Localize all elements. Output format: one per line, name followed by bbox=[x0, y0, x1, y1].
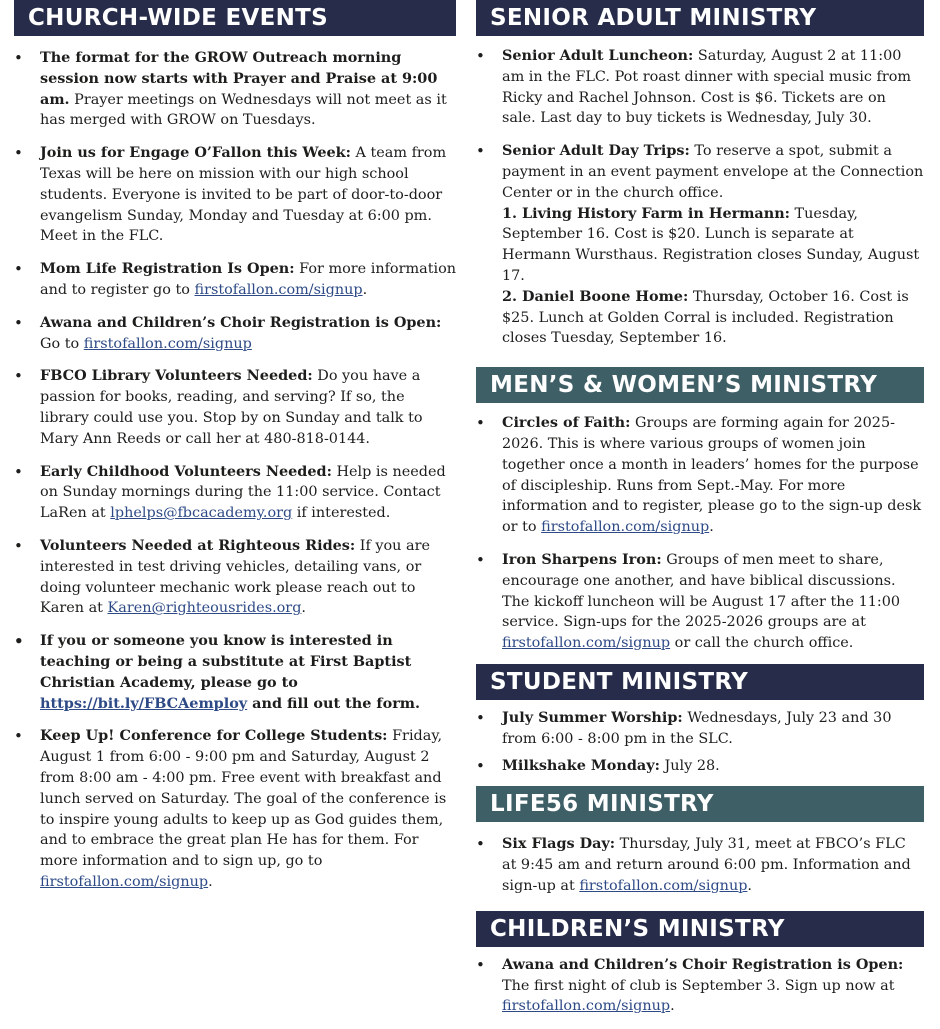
list-item: • Six Flags Day: Thursday, July 31, meet at FBCO’s FLC at 9:45 am and return around 6:00 pm. Information and sign-up at firstofallon.com/signup. bbox=[476, 834, 924, 896]
life56-list bbox=[476, 834, 924, 896]
list-item: • Keep Up! Conference for College Students: Friday, August 1 from 6:00 - 9:00 pm and Saturday, August 2 from 8:00 am - 4:00 pm. Free event with breakfast and lunch served on Saturday. The goal of the conference is to inspire young adults to keep up as God guides them, and to embrace the great plan He has for them. For more information and to sign up, go to firstofallon.com/signup. bbox=[14, 726, 456, 892]
list-item: • Iron Sharpens Iron: Groups of men meet to share, encourage one another, and have biblical discussions. The kickoff luncheon will be August 17 after the 11:00 service. Sign-ups for the 2025-2026 groups are at firstofallon.com/signup or call the church office. bbox=[476, 550, 924, 654]
mens-womens-list bbox=[476, 413, 924, 654]
day-trip-2: 2. Daniel Boone Home: Thursday, October 16. Cost is $25. Lunch at Golden Corral is included. Registration closes Tuesday, September 16. bbox=[502, 287, 909, 347]
signup-link[interactable]: firstofallon.com/signup bbox=[502, 998, 671, 1015]
list-item: • Circles of Faith: Groups are forming again for 2025-2026. This is where various groups of women join together once a month in leaders’ homes for the purpose of discipleship. Runs from Sept.-May. For more information and to register, please go to the sign-up desk or to firstofallon.com/signup. bbox=[476, 413, 924, 538]
list-item: • Mom Life Registration Is Open: For more information and to register go to firstofallon.com/signup. bbox=[14, 259, 456, 301]
signup-link[interactable]: firstofallon.com/signup bbox=[502, 635, 671, 652]
right-column bbox=[476, 0, 924, 1029]
email-link[interactable]: Karen@righteousrides.org bbox=[107, 600, 302, 617]
student-ministry-header: STUDENT MINISTRY bbox=[476, 664, 924, 700]
church-wide-header: CHURCH-WIDE EVENTS bbox=[14, 0, 456, 36]
list-item: • Awana and Children’s Choir Registration is Open: Go to firstofallon.com/signup bbox=[14, 313, 456, 355]
list-item: • Milkshake Monday: July 28. bbox=[476, 756, 924, 777]
church-wide-list bbox=[14, 48, 456, 893]
childrens-ministry-header: CHILDREN’S MINISTRY bbox=[476, 911, 924, 947]
employ-link[interactable]: https://bit.ly/FBCAemploy bbox=[40, 694, 248, 712]
list-item: • Join us for Engage O’Fallon this Week: A team from Texas will be here on mission with our high school students. Everyone is invited to be part of door-to-door evangelism Sunday, Monday and Tuesday at 6:00 pm. Meet in the FLC. bbox=[14, 143, 456, 247]
signup-link[interactable]: firstofallon.com/signup bbox=[40, 873, 209, 890]
senior-adult-list bbox=[476, 46, 924, 349]
left-column bbox=[14, 0, 456, 905]
signup-link[interactable]: firstofallon.com/signup bbox=[83, 335, 252, 352]
childrens-ministry-list bbox=[476, 955, 924, 1017]
list-item: • FBCO Library Volunteers Needed: Do you have a passion for books, reading, and serving? If so, the library could use you. Stop by on Sunday and talk to Mary Ann Reeds or call her at 480-818-0144. bbox=[14, 366, 456, 449]
email-link[interactable]: lphelps@fbcacademy.org bbox=[110, 505, 293, 522]
day-trip-1: 1. Living History Farm in Hermann: Tuesday, September 16. Cost is $20. Lunch is separate at Hermann Wursthaus. Registration closes Sunday, August 17. bbox=[502, 204, 920, 284]
list-item: • Senior Adult Day Trips: To reserve a spot, submit a payment in an event payment envelope at the Connection Center or in the church office. 1. Living History Farm in Hermann: Tuesday, September 16. Cost is $20. Lunch is separate at Hermann Wursthaus. Registration closes Sunday, August 17. 2. Daniel Boone Home: Thursday, October 16. Cost is $25. Lunch at Golden Corral is included. Registration closes Tuesday, September 16. bbox=[476, 141, 924, 349]
signup-link[interactable]: firstofallon.com/signup bbox=[579, 877, 748, 894]
list-item: • Awana and Children’s Choir Registration is Open: The first night of club is September 3. Sign up now at firstofallon.com/signup. bbox=[476, 955, 924, 1017]
list-item: • Senior Adult Luncheon: Saturday, August 2 at 11:00 am in the FLC. Pot roast dinner with special music from Ricky and Rachel Johnson. Cost is $6. Tickets are on sale. Last day to buy tickets is Wednesday, July 30. bbox=[476, 46, 924, 129]
student-ministry-list bbox=[476, 708, 924, 776]
signup-link[interactable]: firstofallon.com/signup bbox=[541, 519, 710, 536]
mens-womens-header: MEN’S & WOMEN’S MINISTRY bbox=[476, 367, 924, 403]
life56-header: LIFE56 MINISTRY bbox=[476, 786, 924, 822]
list-item: • If you or someone you know is interested in teaching or being a substitute at First Baptist Christian Academy, please go to https://bit.ly/FBCAemploy and fill out the form. bbox=[14, 631, 456, 714]
list-item: • The format for the GROW Outreach morning session now starts with Prayer and Praise at 9:00 am. Prayer meetings on Wednesdays will not meet as it has merged with GROW on Tuesdays. bbox=[14, 48, 456, 131]
list-item: • July Summer Worship: Wednesdays, July 23 and 30 from 6:00 - 8:00 pm in the SLC. bbox=[476, 708, 924, 750]
senior-adult-header: SENIOR ADULT MINISTRY bbox=[476, 0, 924, 36]
list-item: • Early Childhood Volunteers Needed: Help is needed on Sunday mornings during the 11:00 service. Contact LaRen at lphelps@fbcacademy.org if interested. bbox=[14, 462, 456, 524]
signup-link[interactable]: firstofallon.com/signup bbox=[194, 281, 363, 298]
list-item: • Volunteers Needed at Righteous Rides: If you are interested in test driving vehicles, detailing vans, or doing volunteer mechanic work please reach out to Karen at Karen@righteousrides.org. bbox=[14, 536, 456, 619]
